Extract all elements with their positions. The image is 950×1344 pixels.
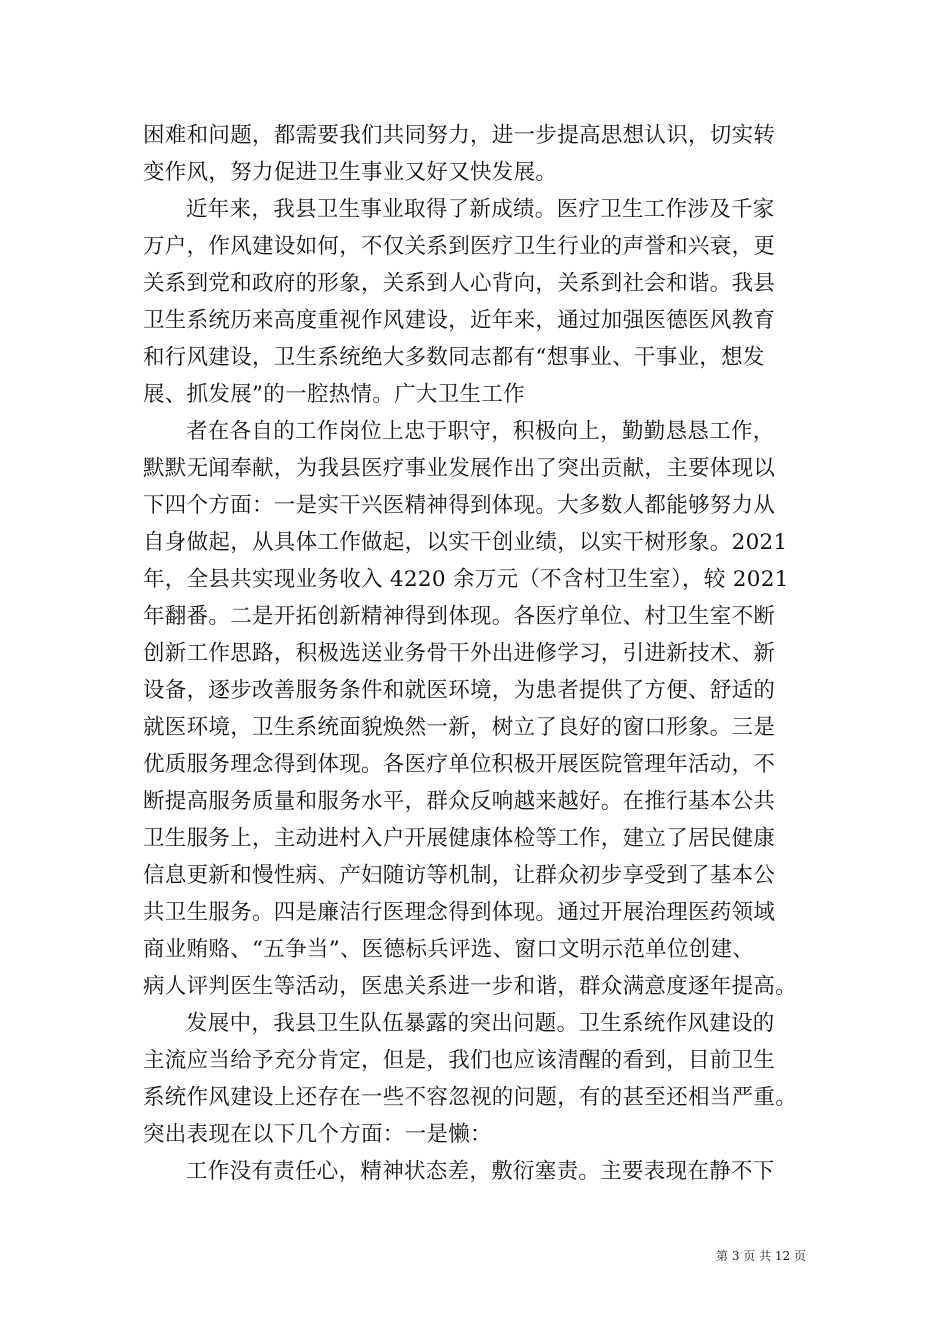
paragraph-line: 和行风建设，卫生系统绝大多数同志都有“想事业、干事业，想发 <box>143 345 765 370</box>
paragraph-line: 展、抓发展”的一腔热情。广大卫生工作 <box>143 382 525 407</box>
paragraph-line: 优质服务理念得到体现。各医疗单位积极开展医院管理年活动，不 <box>143 752 776 777</box>
paragraph-line: 突出表现在以下几个方面：一是懒： <box>143 1122 492 1147</box>
paragraph-line: 年，全县共实现业务收入 4220 余万元（不含村卫生室），较 2021 <box>143 567 789 592</box>
paragraph-line: 近年来，我县卫生事业取得了新成绩。医疗卫生工作涉及千家 <box>186 197 775 222</box>
paragraph-line: 卫生服务上，主动进村入户开展健康体检等工作，建立了居民健康 <box>143 826 776 851</box>
paragraph-line: 发展中，我县卫生队伍暴露的突出问题。卫生系统作风建设的 <box>186 1011 775 1036</box>
paragraph-line: 卫生系统历来高度重视作风建设，近年来，通过加强医德医风教育 <box>143 308 776 333</box>
paragraph-line: 变作风，努力促进卫生事业又好又快发展。 <box>143 160 558 185</box>
page-number: 第 3 页 共 12 页 <box>716 1249 806 1263</box>
paragraph-line: 工作没有责任心，精神状态差，敷衍塞责。主要表现在静不下 <box>186 1159 775 1184</box>
paragraph-line: 商业贿赂、“五争当”、医德标兵评选、窗口文明示范单位创建、 <box>143 937 755 962</box>
paragraph-line: 就医环境，卫生系统面貌焕然一新，树立了良好的窗口形象。三是 <box>143 715 776 740</box>
paragraph-line: 困难和问题，都需要我们共同努力，进一步提高思想认识，切实转 <box>143 123 776 148</box>
paragraph-line: 万户，作风建设如何，不仅关系到医疗卫生行业的声誉和兴衰，更 <box>143 234 776 259</box>
paragraph-line: 创新工作思路，积极选送业务骨干外出进修学习，引进新技术、新 <box>143 641 776 666</box>
paragraph-line: 下四个方面：一是实干兴医精神得到体现。大多数人都能够努力从 <box>143 493 776 518</box>
paragraph-line: 病人评判医生等活动，医患关系进一步和谐，群众满意度逐年提高。 <box>143 974 798 999</box>
paragraph-line: 系统作风建设上还存在一些不容忽视的问题，有的甚至还相当严重。 <box>143 1085 798 1110</box>
paragraph-line: 设备，逐步改善服务条件和就医环境，为患者提供了方便、舒适的 <box>143 678 776 703</box>
paragraph-line: 关系到党和政府的形象，关系到人心背向，关系到社会和谐。我县 <box>143 271 776 296</box>
paragraph-line: 信息更新和慢性病、产妇随访等机制，让群众初步享受到了基本公 <box>143 863 776 888</box>
paragraph-line: 共卫生服务。四是廉洁行医理念得到体现。通过开展治理医药领域 <box>143 900 776 925</box>
paragraph-line: 主流应当给予充分肯定，但是，我们也应该清醒的看到，目前卫生 <box>143 1048 776 1073</box>
paragraph-line: 断提高服务质量和服务水平，群众反响越来越好。在推行基本公共 <box>143 789 776 814</box>
paragraph-line: 年翻番。二是开拓创新精神得到体现。各医疗单位、村卫生室不断 <box>143 604 776 629</box>
paragraph-line: 默默无闻奉献，为我县医疗事业发展作出了突出贡献，主要体现以 <box>143 456 776 481</box>
paragraph-line: 自身做起，从具体工作做起，以实干创业绩，以实干树形象。2021 <box>143 530 788 555</box>
paragraph-line: 者在各自的工作岗位上忠于职守，积极向上，勤勤恳恳工作， <box>186 419 775 444</box>
